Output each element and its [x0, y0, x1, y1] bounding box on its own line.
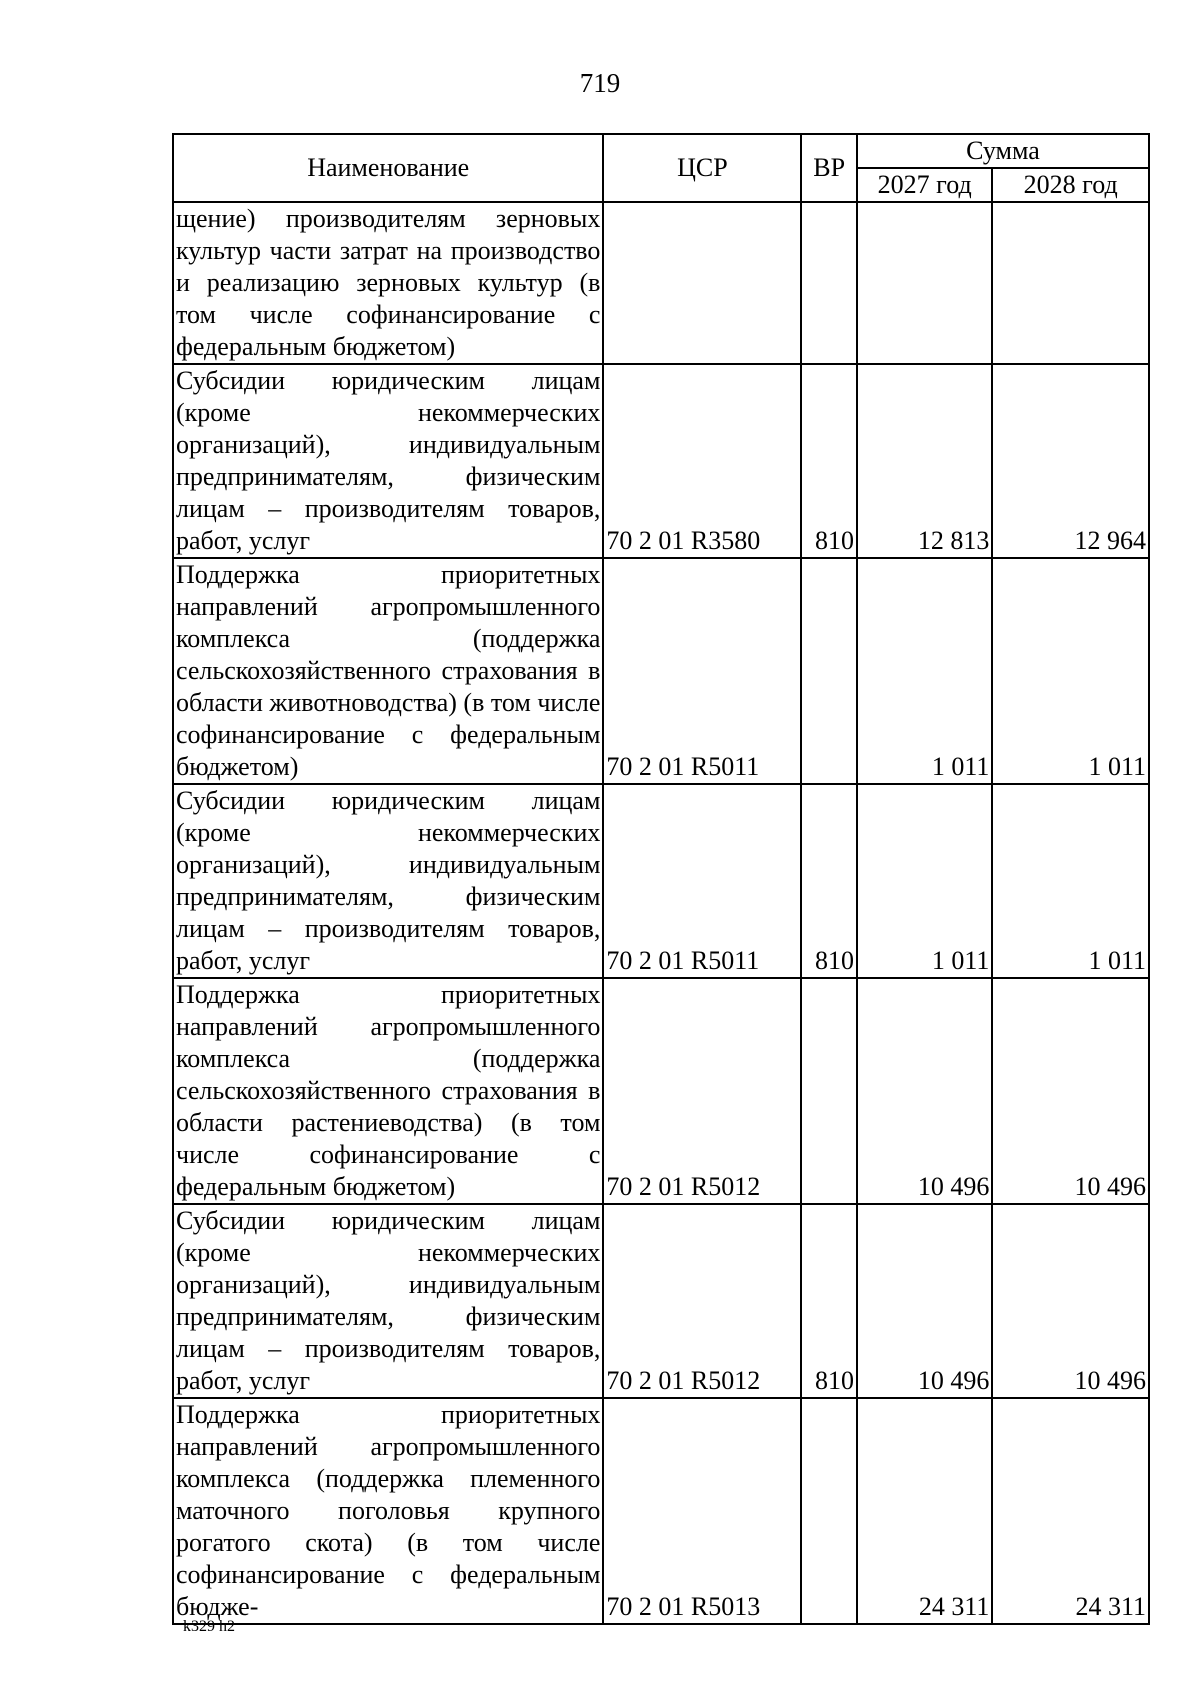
row-amount-2028: 1 011 [992, 558, 1149, 784]
table-header [173, 134, 1149, 202]
row-amount-2027: 12 813 [857, 364, 992, 558]
page-number: 719 [579, 68, 621, 98]
row-amount-2028: 12 964 [992, 364, 1149, 558]
row-vr [801, 558, 857, 784]
row-amount-2028 [992, 202, 1149, 364]
row-vr [801, 1398, 857, 1624]
row-amount-2028: 10 496 [992, 978, 1149, 1204]
row-vr: 810 [801, 1204, 857, 1398]
row-amount-2028: 10 496 [992, 1204, 1149, 1398]
row-csr [603, 202, 801, 364]
row-name: Поддержка приоритетных направлений агропромышленного комплекса (поддержка сельскохозяйственного страхования в области растениеводства) (в том числе софинансирование с федеральным бюджетом) [173, 978, 603, 1204]
row-name: Субсидии юридическим лицам (кроме некоммерческих организаций), индивидуальным предпринимателям, физическим лицам – производителям товаров, работ, услуг [173, 784, 603, 978]
row-vr [801, 202, 857, 364]
row-amount-2027: 1 011 [857, 558, 992, 784]
row-name: щение) производителям зерновых культур части затрат на производство и реализацию зерновых культур (в том числе софинансирование с федеральным бюджетом) [173, 202, 603, 364]
row-amount-2027: 24 311 [857, 1398, 992, 1624]
header-year-2028: 2028 год [992, 168, 1149, 202]
header-csr: ЦСР [603, 134, 801, 202]
header-year-2027: 2027 год [857, 168, 992, 202]
header-sum: Сумма [857, 134, 1149, 168]
table-row [173, 978, 1149, 1204]
row-vr [801, 978, 857, 1204]
table-row [173, 364, 1149, 558]
row-name: Поддержка приоритетных направлений агропромышленного комплекса (поддержка сельскохозяйственного страхования в области животноводства) (в том числе софинансирование с федеральным бюджетом) [173, 558, 603, 784]
row-name: Субсидии юридическим лицам (кроме некоммерческих организаций), индивидуальным предпринимателям, физическим лицам – производителям товаров, работ, услуг [173, 1204, 603, 1398]
table-row [173, 1398, 1149, 1624]
budget-table [172, 133, 1150, 1625]
header-name: Наименование [173, 134, 603, 202]
table-row [173, 558, 1149, 784]
footer-code: k329 h2 [183, 1618, 235, 1635]
table-row [173, 784, 1149, 978]
row-name: Поддержка приоритетных направлений агропромышленного комплекса (поддержка племенного маточного поголовья крупного рогатого скота) (в том числе софинансирование с федеральным бюдже- [173, 1398, 603, 1624]
row-amount-2028: 1 011 [992, 784, 1149, 978]
header-vr: ВР [801, 134, 857, 202]
row-csr: 70 2 01 R5012 [603, 1204, 801, 1398]
row-vr: 810 [801, 784, 857, 978]
row-amount-2028: 24 311 [992, 1398, 1149, 1624]
table-row [173, 1204, 1149, 1398]
row-amount-2027: 10 496 [857, 1204, 992, 1398]
row-csr: 70 2 01 R5013 [603, 1398, 801, 1624]
row-amount-2027: 1 011 [857, 784, 992, 978]
table-row [173, 202, 1149, 364]
row-vr: 810 [801, 364, 857, 558]
row-csr: 70 2 01 R5011 [603, 784, 801, 978]
row-csr: 70 2 01 R5011 [603, 558, 801, 784]
row-amount-2027: 10 496 [857, 978, 992, 1204]
row-amount-2027 [857, 202, 992, 364]
row-csr: 70 2 01 R5012 [603, 978, 801, 1204]
row-csr: 70 2 01 R3580 [603, 364, 801, 558]
row-name: Субсидии юридическим лицам (кроме некоммерческих организаций), индивидуальным предпринимателям, физическим лицам – производителям товаров, работ, услуг [173, 364, 603, 558]
